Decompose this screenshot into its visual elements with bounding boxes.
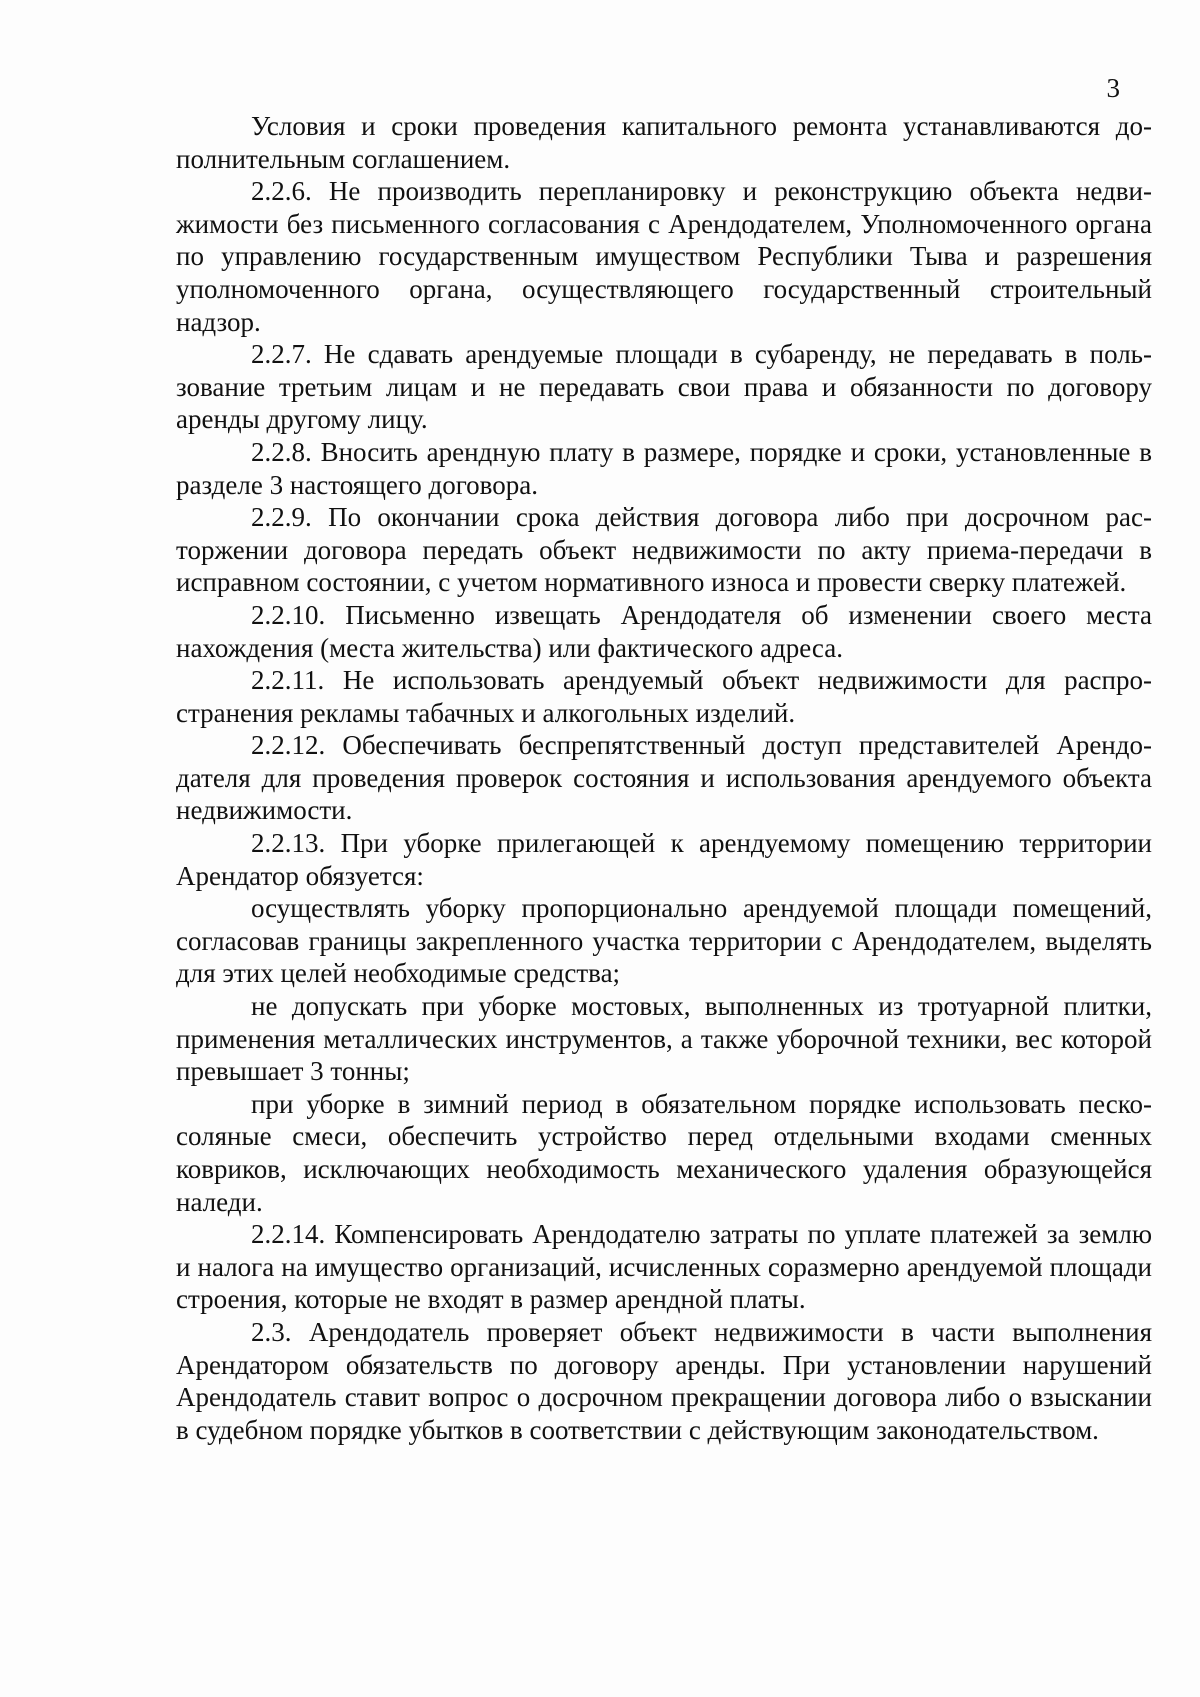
paragraph-2-2-6: 2.2.6. Не производить перепланировку и реконструкцию объекта недвижимости без письменного согласования с Арендодателем, Уполномоченного органа по управлению государственным имуществом Республики Тыва и разрешения уполномоченного органа, осуществляющего государственный строительный надзор. — [176, 176, 1152, 337]
page-number: 3 — [1106, 73, 1120, 103]
paragraph-2-2-13-paving-duty: не допускать при уборке мостовых, выполненных из тротуарной плитки, применения металлических инструментов, а также уборочной техники, вес которой превышает 3 тонны; — [176, 991, 1152, 1087]
paragraph-capital-repair-terms: Условия и сроки проведения капитального ремонта устанавливаются дополнительным соглашением. — [176, 111, 1152, 174]
paragraph-2-2-7: 2.2.7. Не сдавать арендуемые площади в субаренду, не передавать в пользование третьим лицам и не передавать свои права и обязанности по договору аренды другому лицу. — [176, 339, 1152, 435]
document-body — [176, 110, 1152, 1446]
paragraph-2-2-8: 2.2.8. Вносить арендную плату в размере, порядке и сроки, установленные в разделе 3 настоящего договора. — [176, 436, 1152, 500]
paragraph-2-2-11: 2.2.11. Не использовать арендуемый объект недвижимости для распространения рекламы табачных и алкогольных изделий. — [176, 665, 1152, 728]
paragraph-2-2-13-winter-duty: при уборке в зимний период в обязательном порядке использовать пескосоляные смеси, обеспечить устройство перед отдельными входами сменных ковриков, исключающих необходимость механического удаления образующейся наледи. — [176, 1088, 1152, 1217]
paragraph-2-2-13: 2.2.13. При уборке прилегающей к арендуемому помещению территории Арендатор обязуется: — [176, 828, 1152, 891]
paragraph-2-2-14: 2.2.14. Компенсировать Арендодателю затраты по уплате платежей за землю и налога на имущество организаций, исчисленных соразмерно арендуемой площади строения, которые не входят в размер арендной платы. — [176, 1219, 1152, 1315]
paragraph-2-3: 2.3. Арендодатель проверяет объект недвижимости в части выполнения Арендатором обязательств по договору аренды. При установлении нарушений Арендодатель ставит вопрос о досрочном прекращении договора либо о взыскании в судебном порядке убытков в соответствии с действующим законодательством. — [176, 1316, 1152, 1445]
paragraph-2-2-9: 2.2.9. По окончании срока действия договора либо при досрочном расторжении договора передать объект недвижимости по акту приема-передачи в исправном состоянии, с учетом нормативного износа и провести сверку платежей. — [176, 502, 1152, 598]
paragraph-2-2-10: 2.2.10. Письменно извещать Арендодателя об изменении своего места нахождения (места жительства) или фактического адреса. — [176, 599, 1152, 663]
paragraph-2-2-12: 2.2.12. Обеспечивать беспрепятственный доступ представителей Арендодателя для проведения проверок состояния и использования арендуемого объекта недвижимости. — [176, 730, 1152, 826]
paragraph-2-2-13-cleaning-duty: осуществлять уборку пропорционально арендуемой площади помещений, согласовав границы закрепленного участка территории с Арендодателем, выделять для этих целей необходимые средства; — [176, 893, 1152, 989]
